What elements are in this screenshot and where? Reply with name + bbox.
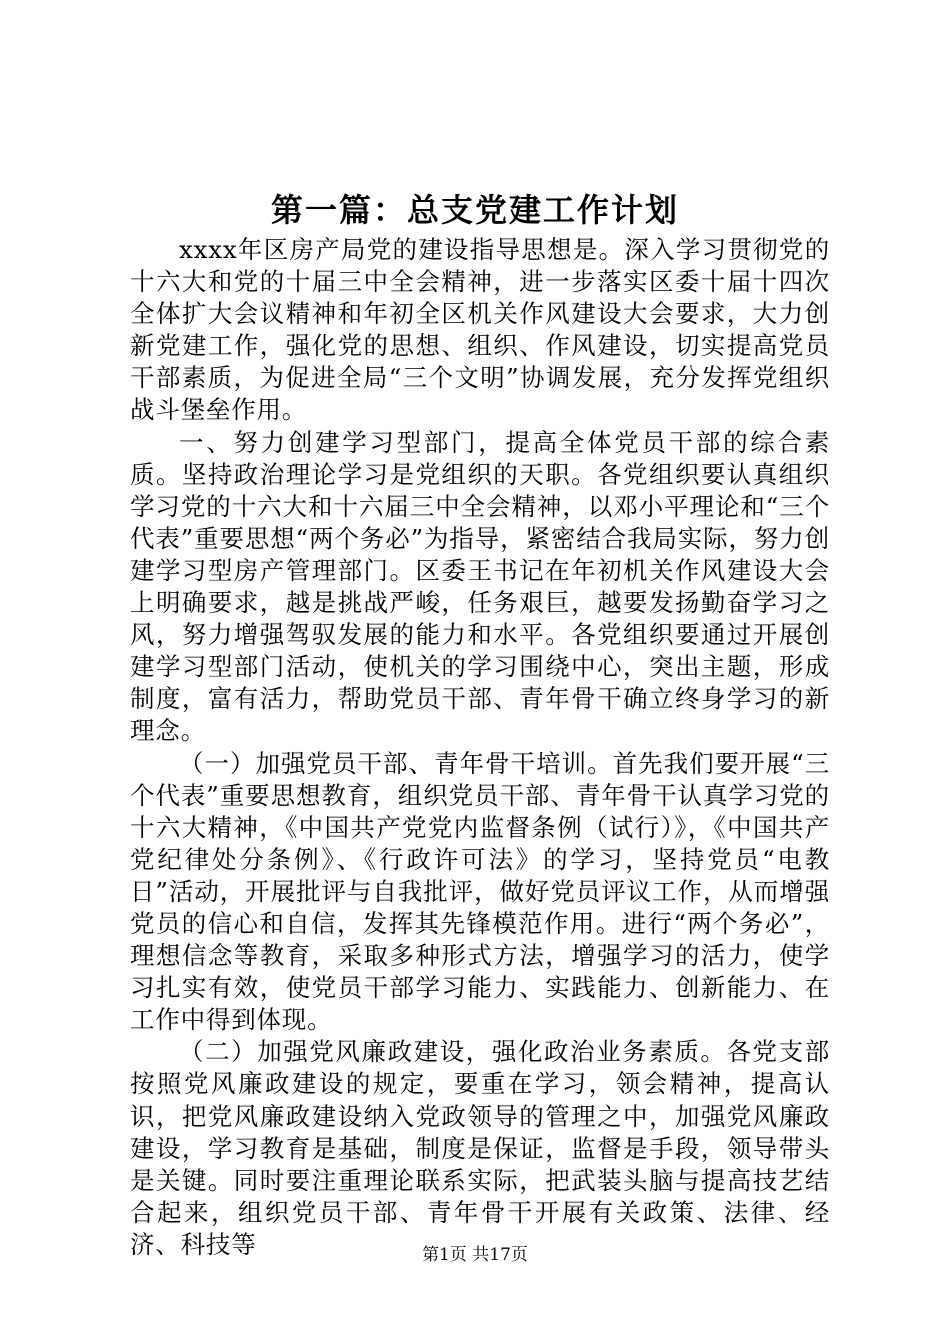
document-title: 第一篇：总支党建工作计划 [270, 191, 679, 229]
paragraph-subsection-one: （一）加强党员干部、青年骨干培训。首先我们要开展“三个代表”重要思想教育，组织党员干部、青年骨干认真学习党的十六大精神，《中国共产党党内监督条例（试行）》，《中国共产党纪律处分条例》、《行政许可法》的学习，坚持党员“电教日”活动，开展批评与自我批评，做好党员评议工作，从而增强党员的信心和自信，发挥其先锋模范作用。进行“两个务必”，理想信念等教育，采取多种形式方法，增强学习的活力，使学习扎实有效，使党员干部学习能力、实践能力、创新能力、在工作中得到体现。 [130, 748, 830, 1035]
paragraph-section-one: 一、努力创建学习型部门，提高全体党员干部的综合素质。坚持政治理论学习是党组织的天职。各党组织要认真组织学习党的十六大和十六届三中全会精神，以邓小平理论和“三个代表”重要思想“两个务必”为指导，紧密结合我局实际，努力创建学习型房产管理部门。区委王书记在年初机关作风建设大会上明确要求，越是挑战严峻，任务艰巨，越要发扬勤奋学习之风，努力增强驾驭发展的能力和水平。各党组织要通过开展创建学习型部门活动，使机关的学习围绕中心，突出主题，形成制度，富有活力，帮助党员干部、青年骨干确立终身学习的新理念。 [130, 427, 830, 746]
paragraph-subsection-two: （二）加强党风廉政建设，强化政治业务素质。各党支部按照党风廉政建设的规定，要重在学习，领会精神，提高认识，把党风廉政建设纳入党政领导的管理之中，加强党风廉政建设，学习教育是基础，制度是保证，监督是手段，领导带头是关键。同时要注重理论联系实际，把武装头脑与提高技艺结合起来，组织党员干部、青年骨干开展有关政策、法律、经济、科技等 [130, 1037, 830, 1259]
page-number-footer: 第1页 共17页 [422, 1245, 528, 1265]
paragraph-guiding-ideology: xxxx年区房产局党的建设指导思想是。深入学习贯彻党的十六大和党的十届三中全会精神，进一步落实区委十届十四次全体扩大会议精神和年初全区机关作风建设大会要求，大力创新党建工作，强化党的思想、组织、作风建设，切实提高党员干部素质，为促进全局“三个文明”协调发展，充分发挥党组织战斗堡垒作用。 [130, 235, 830, 425]
document-body [130, 234, 830, 1261]
